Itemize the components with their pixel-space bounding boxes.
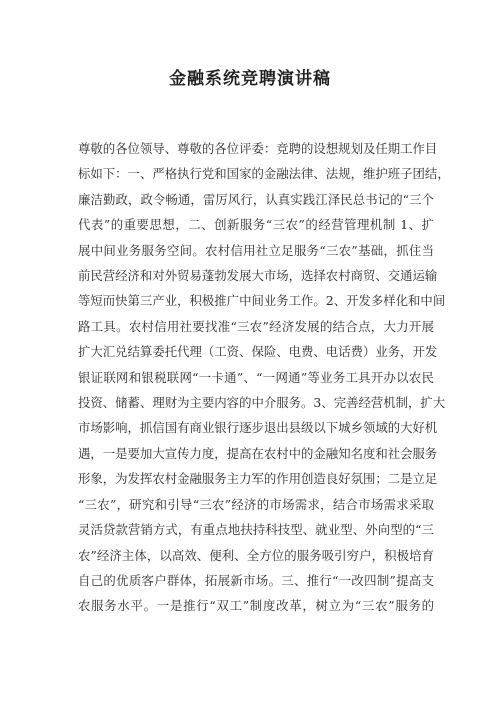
body-line: 市场影响，抓信国有商业银行逐步退出县级以下城乡领域的大好机 xyxy=(78,420,438,436)
body-line: 代表”的重要思想，二、创新服务“三农”的经营管理机制 1、扩 xyxy=(78,217,434,233)
body-line: 扩大汇兑结算委托代理（工资、保险、电费、电话费）业务，开发 xyxy=(78,344,438,360)
document-title: 金融系统竞聘演讲稿 xyxy=(169,69,331,89)
body-line: 路工具。农村信用社要找准“三农”经济发展的结合点，大力开展 xyxy=(78,318,434,334)
body-line: 尊敬的各位领导、尊敬的各位评委：竞聘的设想规划及任期工作目 xyxy=(78,141,438,156)
body-line: 灵活贷款营销方式，有重点地扶持科技型、就业型、外向型的“三 xyxy=(78,522,434,538)
body-line: 银证联网和银税联网“一卡通”、“一网通”等业务工具开办以农民 xyxy=(78,369,434,385)
body-line: 展中间业务服务空间。农村信用社立足服务“三农”基础，抓住当 xyxy=(78,242,434,258)
body-line: “三农”，研究和引导“三农”经济的市场需求，结合市场需求采取 xyxy=(78,496,434,512)
body-line: 形象，为发挥农村金融服务主力军的作用创造良好氛围；二是立足 xyxy=(78,471,438,487)
body-line: 农”经济主体，以高效、便利、全方位的服务吸引穷户，积极培育 xyxy=(78,547,434,563)
body-line: 自己的优质客户群体，拓展新市场。三、推行“一改四制”提高支 xyxy=(78,572,434,588)
body-line: 遇，一是要加大宣传力度，提高在农村中的金融知名度和社会服务 xyxy=(78,445,438,461)
body-line: 前民营经济和对外贸易蓬勃发展大市场，选择农村商贸、交通运输 xyxy=(78,268,438,284)
body-line: 等短而快第三产业，积极推广中间业务工作。2、开发多样化和中间 xyxy=(78,293,446,309)
body-line: 廉洁勤政，政令畅通，雷厉风行，认真实践江泽民总书记的“三个 xyxy=(78,191,434,207)
document-body xyxy=(78,136,450,619)
body-line: 农服务水平。一是推行“双工”制度改革，树立为“三农”服务的 xyxy=(78,598,434,614)
body-line: 标如下：一、严格执行党和国家的金融法律、法规，维护班子团结， xyxy=(78,166,450,182)
body-line: 投资、储蓄、理财为主要内容的中介服务。3、完善经营机制，扩大 xyxy=(78,395,446,411)
